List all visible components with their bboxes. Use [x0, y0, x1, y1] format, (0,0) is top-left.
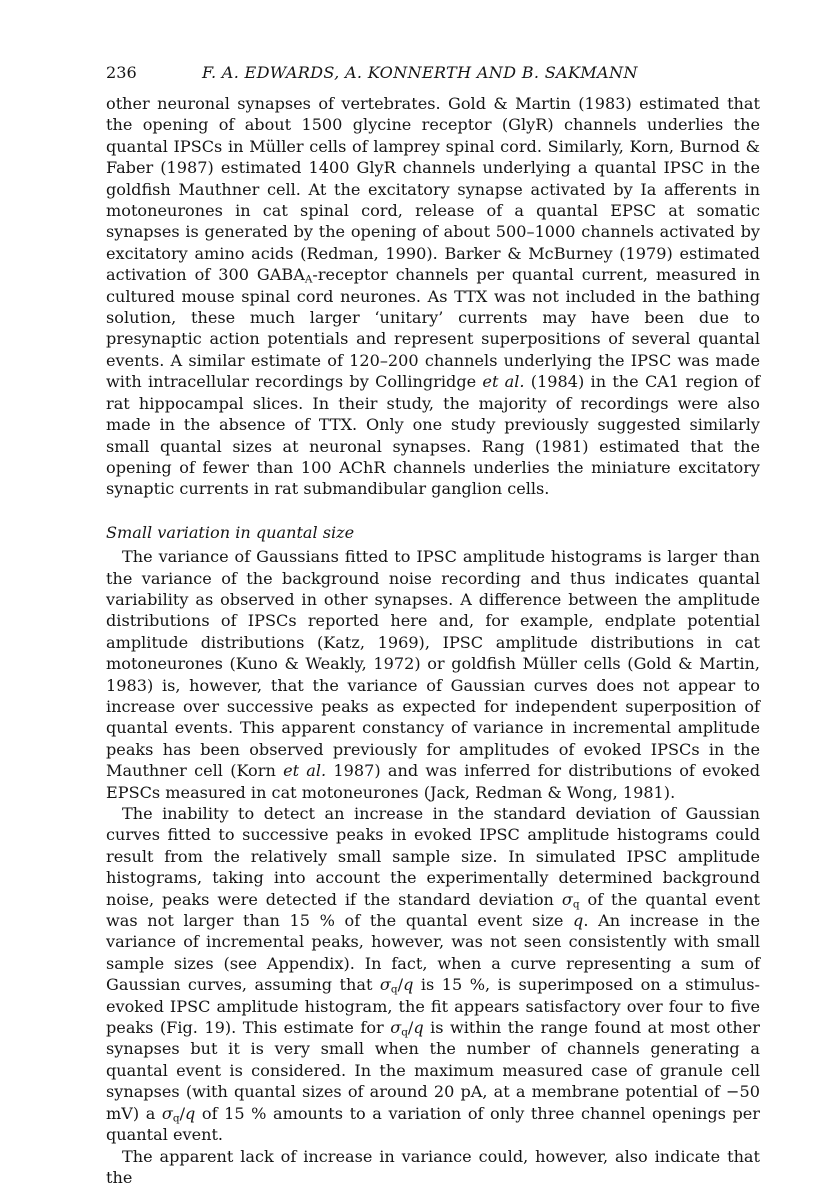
- p2-text-a: The variance of Gaussians fitted to IPSC amplitude histograms is larger than the variance of the background noise recording and thus indicates quantal variability as observed in other synapses. A difference between the amplitude distributions of IPSCs reported here and, for example, endplate potential amplitude distributions (Katz, 1969), IPSC amplitude distributions in cat motoneurones (Kuno & Weakly, 1972) or goldfish Müller cells (Gold & Martin, 1983) is, however, that the variance of Gaussian curves does not appear to increase over successive peaks as expected for independent superposition of quantal events. This apparent constancy of variance in incremental amplitude peaks has been observed previously for amplitudes of evoked IPSCs in the Mauthner cell (Korn: [106, 547, 760, 780]
- p3-text-d: is 15 %, is superimposed on a stimulus-evoked IPSC amplitude histogram, the fit appears satisfactory over four to five peaks (Fig. 19). This estimate for: [106, 975, 760, 1037]
- p3-sub-1: q: [573, 898, 580, 910]
- p3-q-4: q: [185, 1104, 195, 1123]
- p3-slash-4: /: [180, 1104, 185, 1123]
- p3-sigma-3: σ: [390, 1018, 401, 1037]
- p3-text-e: is within the range found at most other synapses but it is very small when the number of channels generating a quantal event is considered. In the maximum measured case of granule cell synapses (with quantal sizes of around 20 pA, at a membrane potential of −50 mV) a: [106, 1018, 760, 1123]
- p3-q-1: q: [573, 911, 583, 930]
- p3-slash-3: /: [408, 1018, 413, 1037]
- p3-sub-2: q: [391, 984, 398, 996]
- p3-sub-3: q: [401, 1027, 408, 1039]
- p1-et-al: et al.: [482, 372, 524, 391]
- page-number: 236: [106, 62, 137, 83]
- p1-subscript-a: A: [305, 274, 313, 286]
- p3-text-f: of 15 % amounts to a variation of only three channel openings per quantal event.: [106, 1104, 760, 1144]
- p3-sigma-4: σ: [162, 1104, 173, 1123]
- paragraph-2: [106, 546, 760, 803]
- p3-q-3: q: [413, 1018, 423, 1037]
- paragraph-3: [106, 803, 760, 1146]
- p2-text-b: 1987) and was inferred for distributions of evoked EPSCs measured in cat motoneurones (Jack, Redman & Wong, 1981).: [106, 761, 760, 801]
- p1-text-c: (1984) in the CA1 region of rat hippocampal slices. In their study, the majority of recordings were also made in the absence of TTX. Only one study previously suggested similarly small quantal sizes at neuronal synapses. Rang (1981) estimated that the opening of fewer than 100 AChR channels underlies the miniature excitatory synaptic currents in rat submandibular ganglion cells.: [106, 372, 760, 498]
- p3-sub-4: q: [173, 1112, 180, 1124]
- paragraph-4: [106, 1146, 760, 1188]
- p3-text-b: of the quantal event was not larger than 15 % of the quantal event size: [106, 890, 760, 930]
- p3-q-2: q: [403, 975, 413, 994]
- p3-text-c: . An increase in the variance of incremental peaks, however, was not seen consistently with small sample sizes (see Appendix). In fact, when a curve representing a sum of Gaussian curves, assuming that: [106, 911, 760, 994]
- p2-et-al: et al.: [283, 761, 326, 780]
- page-header: [106, 62, 760, 84]
- p3-text-a: The inability to detect an increase in the standard deviation of Gaussian curves fitted to successive peaks in evoked IPSC amplitude histograms could result from the relatively small sample size. In simulated IPSC amplitude histograms, taking into account the experimentally determined background noise, peaks were detected if the standard deviation: [106, 804, 760, 909]
- paragraph-1: [106, 93, 760, 500]
- p1-text-a: other neuronal synapses of vertebrates. Gold & Martin (1983) estimated that the opening of about 1500 glycine receptor (GlyR) channels underlies the quantal IPSCs in Müller cells of lamprey spinal cord. Similarly, Korn, Burnod & Faber (1987) estimated 1400 GlyR channels underlying a quantal IPSC in the goldfish Mauthner cell. At the excitatory synapse activated by Ia afferents in motoneurones in cat spinal cord, release of a quantal EPSC at somatic synapses is generated by the opening of about 500–1000 channels activated by excitatory amino acids (Redman, 1990). Barker & McBurney (1979) estimated activation of 300 GABA: [106, 94, 760, 284]
- p1-text-b: -receptor channels per quantal current, measured in cultured mouse spinal cord neurones. As TTX was not included in the bathing solution, these much larger ‘unitary’ currents may have been due to presynaptic action potentials and represent superpositions of several quantal events. A similar estimate of 120–200 channels underlying the IPSC was made with intracellular recordings by Collingridge: [106, 265, 760, 391]
- p3-sigma-1: σ: [562, 890, 573, 909]
- p4-text-a: The apparent lack of increase in variance could, however, also indicate that the: [106, 1147, 760, 1187]
- p3-slash-2: /: [398, 975, 403, 994]
- paper-page: [106, 62, 760, 1188]
- p3-sigma-2: σ: [380, 975, 391, 994]
- running-title: F. A. EDWARDS, A. KONNERTH AND B. SAKMANN: [202, 62, 638, 83]
- section-heading: Small variation in quantal size: [106, 522, 760, 543]
